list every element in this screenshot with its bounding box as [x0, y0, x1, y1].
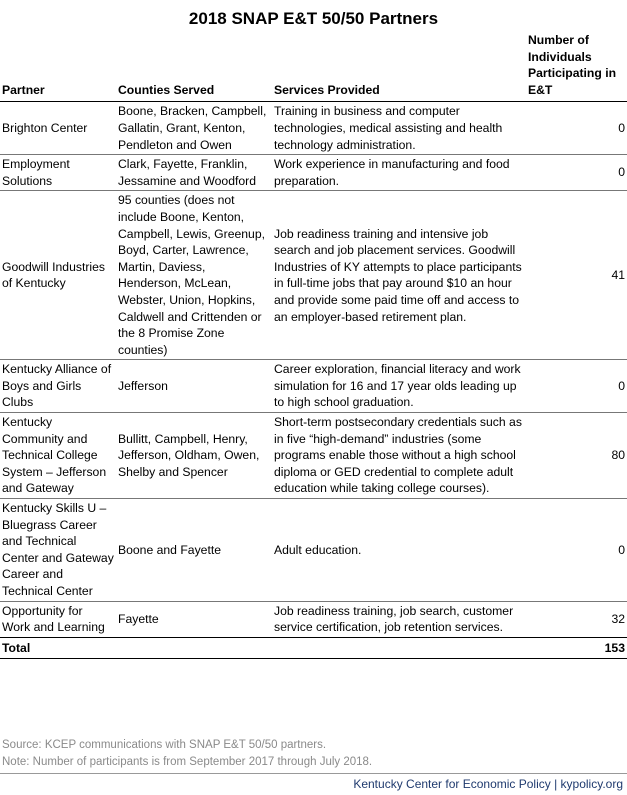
partner-cell: Kentucky Alliance of Boys and Girls Clubs	[2, 362, 112, 410]
header-row	[0, 32, 627, 102]
table-row	[0, 360, 627, 413]
table-row	[0, 155, 627, 191]
number-cell: 0	[618, 378, 625, 393]
partners-table	[0, 32, 627, 659]
services-cell: Work experience in manufacturing and food preparation.	[274, 157, 510, 188]
partner-cell: Employment Solutions	[2, 157, 70, 188]
source-note: Source: KCEP communications with SNAP E&T 50/50 partners.	[2, 739, 327, 751]
partner-cell: Goodwill Industries of Kentucky	[2, 259, 105, 291]
counties-cell: Clark, Fayette, Franklin, Jessamine and Woodford	[118, 157, 256, 188]
counties-cell: Boone, Bracken, Campbell, Gallatin, Grant, Kenton, Pendleton and Owen	[118, 104, 267, 152]
table-row	[0, 191, 627, 360]
partner-cell: Opportunity for Work and Learning	[2, 603, 105, 635]
partner-cell: Brighton Center	[2, 120, 88, 135]
services-cell: Short-term postsecondary credentials such as in five “high-demand” industries (some programs enable those without a high school diploma or GED credential to complete adult education while taking college courses).	[274, 415, 522, 496]
counties-cell: Fayette	[118, 611, 159, 626]
services-cell: Job readiness training and intensive job search and job placement services. Goodwill Industries of KY attempts to place participants in full-time jobs that pay around $10 an hour and provide some paid time off and access to an employer-based retirement plan.	[274, 226, 522, 324]
services-cell: Career exploration, financial literacy and work simulation for 16 and 17 year olds leading up to high school graduation.	[274, 362, 521, 410]
partner-cell: Kentucky Skills U – Bluegrass Career and Technical Center and Gateway Career and Technical Center	[2, 501, 114, 598]
number-cell: 0	[618, 542, 625, 557]
number-cell: 0	[618, 165, 625, 180]
table-row	[0, 102, 627, 155]
total-value: 153	[604, 640, 625, 655]
credit-text: Kentucky Center for Economic Policy | kypolicy.org	[353, 777, 623, 791]
services-cell: Adult education.	[274, 542, 362, 557]
counties-cell: Jefferson	[118, 378, 168, 393]
counties-cell: Bullitt, Campbell, Henry, Jefferson, Oldham, Owen, Shelby and Spencer	[118, 431, 260, 479]
table-title: 2018 SNAP E&T 50/50 Partners	[188, 9, 439, 28]
services-cell: Training in business and computer technologies, medical assisting and health technology administration.	[274, 104, 503, 152]
counties-cell: 95 counties (does not include Boone, Kenton, Campbell, Lewis, Greenup, Boyd, Carter, Lawrence, Martin, Daviess, Henderson, McLean, Webster, Union, Hopkins, Caldwell and Crittenden or the 8 Promise Zone counties)	[118, 193, 265, 357]
number-cell: 32	[611, 611, 625, 626]
table-row	[0, 413, 627, 499]
number-cell: 0	[618, 120, 625, 135]
footer-divider	[0, 773, 627, 774]
header-counties: Counties Served	[118, 82, 215, 97]
total-row	[0, 637, 627, 659]
counties-cell: Boone and Fayette	[118, 542, 221, 557]
services-cell: Job readiness training, job search, customer service certification, job retention services.	[274, 603, 514, 635]
number-cell: 41	[611, 268, 625, 283]
table-row	[0, 499, 627, 602]
header-partner: Partner	[2, 82, 45, 97]
partner-cell: Kentucky Community and Technical College System – Jefferson and Gateway	[2, 415, 107, 496]
period-note: Note: Number of participants is from September 2017 through July 2018.	[2, 756, 373, 768]
table-row	[0, 601, 627, 637]
number-cell: 80	[611, 448, 625, 463]
total-label: Total	[2, 640, 31, 655]
header-services: Services Provided	[274, 82, 380, 97]
header-number: Number of Individuals Participating in E&T	[528, 33, 617, 97]
